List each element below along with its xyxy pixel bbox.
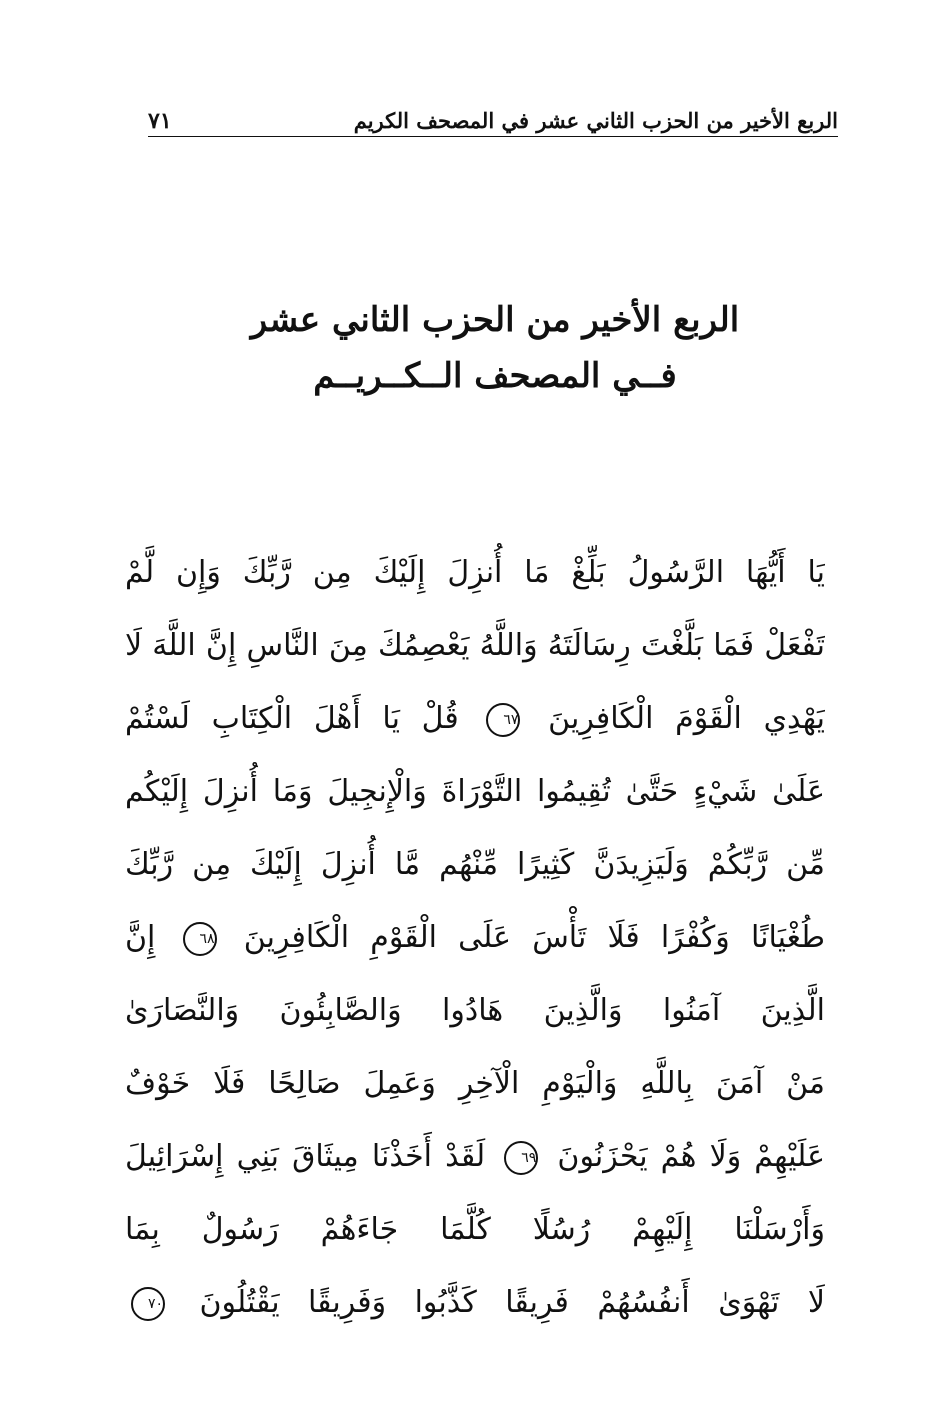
- section-title-line-1: الربع الأخير من الحزب الثاني عشر: [250, 300, 740, 340]
- running-header: [148, 96, 838, 136]
- ayah-number-marker: ٦٩: [504, 1141, 538, 1175]
- running-title: الربع الأخير من الحزب الثاني عشر في المصحف الكريم: [353, 108, 838, 133]
- verse-text: لَا تَهْوَىٰ أَنفُسُهُمْ فَرِيقًا كَذَّبُوا وَفَرِيقًا يَقْتُلُونَ: [199, 1285, 825, 1320]
- verse-line-11: [125, 1266, 825, 1339]
- ayah-number-marker: ٧٠: [131, 1287, 165, 1321]
- verses-block: [125, 536, 825, 1339]
- verse-line-8: [125, 1047, 825, 1120]
- verse-line-1: [125, 536, 825, 609]
- verse-text: لَقَدْ أَخَذْنَا مِيثَاقَ بَنِي إِسْرَائِيلَ: [125, 1139, 486, 1174]
- section-title-line-2: فــي المصحف الــكــريــم: [313, 356, 677, 396]
- verse-line-4: [125, 755, 825, 828]
- verse-line-5: [125, 828, 825, 901]
- verse-text: قُلْ يَا أَهْلَ الْكِتَابِ لَسْتُمْ: [125, 701, 459, 736]
- verse-line-10: [125, 1193, 825, 1266]
- verse-text: مَنْ آمَنَ بِاللَّهِ وَالْيَوْمِ الْآخِرِ وَعَمِلَ صَالِحًا فَلَا خَوْفٌ: [125, 1066, 825, 1101]
- section-title: [150, 292, 840, 404]
- verse-text: تَفْعَلْ فَمَا بَلَّغْتَ رِسَالَتَهُ وَاللَّهُ يَعْصِمُكَ مِنَ النَّاسِ إِنَّ اللَّهَ لَا: [125, 628, 825, 663]
- verse-text: طُغْيَانًا وَكُفْرًا فَلَا تَأْسَ عَلَى الْقَوْمِ الْكَافِرِينَ: [243, 920, 825, 955]
- header-divider: [148, 136, 838, 137]
- verse-text: عَلَىٰ شَيْءٍ حَتَّىٰ تُقِيمُوا التَّوْرَاةَ وَالْإِنجِيلَ وَمَا أُنزِلَ إِلَيْكُم: [125, 774, 825, 809]
- page-number: ٧١: [148, 108, 172, 134]
- verse-text: عَلَيْهِمْ وَلَا هُمْ يَحْزَنُونَ: [557, 1139, 825, 1174]
- ayah-number-marker: ٦٨: [183, 922, 217, 956]
- verse-line-6: [125, 901, 825, 974]
- verse-text: الَّذِينَ آمَنُوا وَالَّذِينَ هَادُوا وَالصَّابِئُونَ وَالنَّصَارَىٰ: [125, 993, 825, 1028]
- verse-line-2: [125, 609, 825, 682]
- verse-line-3: [125, 682, 825, 755]
- verse-line-9: [125, 1120, 825, 1193]
- verse-line-7: [125, 974, 825, 1047]
- verse-text: يَا أَيُّهَا الرَّسُولُ بَلِّغْ مَا أُنزِلَ إِلَيْكَ مِن رَّبِّكَ وَإِن لَّمْ: [125, 555, 825, 590]
- verse-text: مِّن رَّبِّكُمْ وَلَيَزِيدَنَّ كَثِيرًا مِّنْهُم مَّا أُنزِلَ إِلَيْكَ مِن رَّبِّكَ: [125, 847, 825, 882]
- verse-text: يَهْدِي الْقَوْمَ الْكَافِرِينَ: [548, 701, 825, 736]
- ayah-number-marker: ٦٧: [486, 703, 520, 737]
- verse-text: وَأَرْسَلْنَا إِلَيْهِمْ رُسُلًا كُلَّمَا جَاءَهُمْ رَسُولٌ بِمَا: [125, 1212, 825, 1247]
- verse-text: إِنَّ: [125, 920, 156, 955]
